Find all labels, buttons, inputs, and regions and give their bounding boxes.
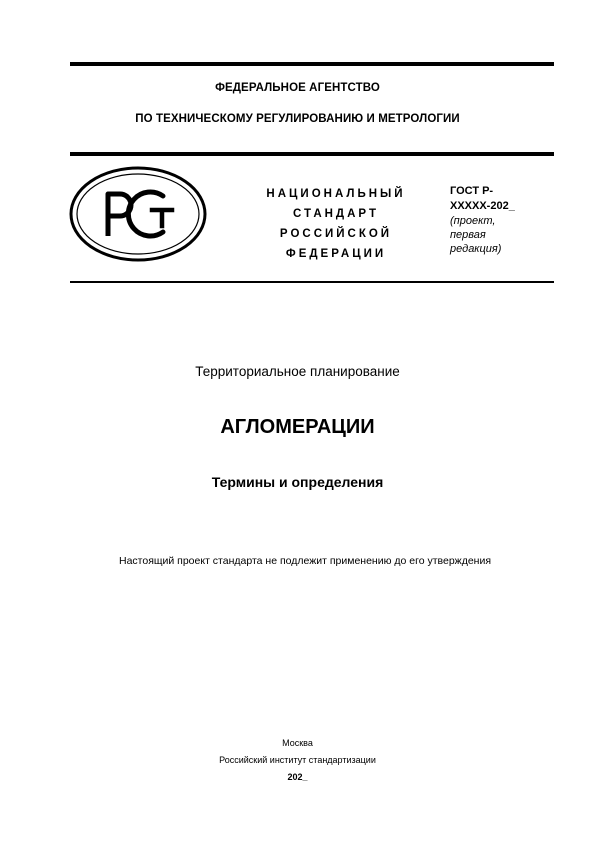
gost-r-logo — [68, 166, 208, 262]
draft-notice: Настоящий проект стандарта не подлежит применению до его утверждения — [118, 555, 492, 567]
header-rule-bottom — [70, 281, 554, 283]
footer-city: Москва — [282, 738, 313, 748]
gost-line: ГОСТ Р- — [450, 185, 494, 197]
agency-line-1: ФЕДЕРАЛЬНОЕ АГЕНТСТВО — [215, 82, 380, 94]
draft-note — [450, 214, 501, 256]
header-rule-thick — [70, 152, 554, 156]
national-line: РОССИЙСКОЙ — [279, 228, 393, 240]
national-standard-label — [236, 184, 436, 264]
draft-note-line: (проект, — [450, 215, 496, 227]
subject-heading: Территориальное планирование — [195, 364, 400, 379]
agency-line-2: ПО ТЕХНИЧЕСКОМУ РЕГУЛИРОВАНИЮ И МЕТРОЛОГИИ — [135, 113, 460, 125]
top-rule-thick — [70, 62, 554, 66]
national-line: НАЦИОНАЛЬНЫЙ — [266, 188, 406, 200]
footer-year: 202_ — [287, 772, 308, 782]
document-title: АГЛОМЕРАЦИИ — [220, 416, 375, 438]
draft-note-line: первая — [450, 229, 486, 241]
footer-publisher: Российский институт стандартизации — [219, 755, 376, 765]
national-line: СТАНДАРТ — [293, 208, 379, 220]
document-subtitle: Термины и определения — [211, 474, 384, 490]
draft-note-line: редакция) — [450, 243, 502, 255]
gost-line: XXXXX-202_ — [450, 200, 515, 212]
national-line: ФЕДЕРАЦИИ — [285, 248, 387, 260]
gost-number — [450, 184, 515, 214]
